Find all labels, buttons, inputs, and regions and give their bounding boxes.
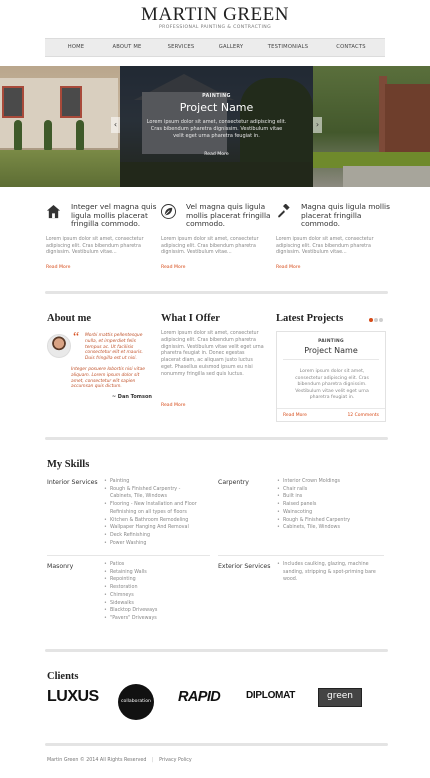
list-item: • Cabinets, Tile, Windows — [277, 524, 377, 532]
list-item: • Interior Crown Moldings — [277, 478, 377, 486]
feature-read-more-link[interactable]: Read More — [46, 265, 71, 270]
project-read-more-link[interactable]: Read More — [283, 413, 307, 418]
slide-image-left — [0, 66, 120, 187]
slider-next-arrow-icon[interactable]: › — [313, 117, 322, 133]
client-logo-luxus[interactable]: LUXUS — [47, 688, 99, 705]
client-logo-green[interactable]: green — [318, 688, 362, 707]
about-signature: ~ Dan Tomson — [111, 394, 152, 400]
site-footer — [47, 758, 192, 763]
list-item: • "Pavers" Driveways — [104, 615, 204, 623]
section-divider — [45, 649, 388, 652]
skill-group-masonry: Masonry — [47, 563, 74, 570]
client-logo-diplomat[interactable]: DIPLOMAT — [246, 690, 296, 701]
about-quote-2: Integer posuere lobortis nisi vitae aliquam. Lorem ipsum dolor sit amet, consectetur elit sapien accumsan quis dictum. — [71, 367, 145, 390]
client-logo-rapid[interactable]: RAPID — [178, 689, 221, 705]
project-text: Lorem ipsum dolor sit amet, consectetur adipiscing elit. Cras bibendum pharetra dignissim. Vestibulum vitae velit eget urna pharetra feugiat in. — [295, 369, 369, 401]
footer-separator: | — [151, 758, 154, 763]
list-item: • Chair rails — [277, 486, 377, 494]
list-item: • Restoration — [104, 584, 204, 592]
pager-dot[interactable] — [374, 318, 378, 322]
list-item: • Chimneys — [104, 592, 204, 600]
hero-slider — [0, 66, 430, 187]
nav-item-home[interactable]: HOME — [67, 44, 85, 50]
skills-row-divider — [47, 555, 210, 556]
feature-text: Lorem ipsum dolor sit amet, consectetur adipiscing elit. Cras bibendum pharetra dignissim. Vestibulum vitae... — [161, 237, 259, 256]
list-item: • Includes caulking, glazing, machine sanding, stripping & spot-priming bare wood. — [277, 561, 377, 584]
nav-item-about[interactable]: ABOUT ME — [112, 44, 142, 50]
feature-title: Integer vel magna quis ligula mollis placerat fringilla commodo. — [71, 202, 157, 229]
skill-group-interior: Interior Services — [47, 479, 98, 486]
list-item: • Kitchen & Bathroom Remodeling — [104, 517, 204, 525]
project-name[interactable]: Project Name — [304, 346, 358, 355]
list-item: • Patios — [104, 561, 204, 569]
about-quote-1: Morbi mattis pellentesque nulla, et imperdiet felis tempus ac. Ut facilisis consectetur elit et mauris. Duis fringilla est ut nisi. — [85, 333, 143, 362]
slider-prev-arrow-icon[interactable]: ‹ — [111, 117, 120, 133]
list-item: • Blacktop Driveways — [104, 607, 204, 615]
skill-list-carpentry — [277, 478, 377, 532]
project-footer — [277, 408, 385, 422]
site-tagline: PROFESSIONAL PAINTING & CONTRACTING — [158, 25, 272, 30]
offer-text: Lorem ipsum dolor sit amet, consectetur adipiscing elit. Cras bibendum pharetra dignissim. Vestibulum vitae velit eget urna pharetra feugiat in. Donec egestas placerat diam, ac aliquam justo luctus eget. Phasellus euismod ipsum eu nisi nonummy fringilla sed quis luctus. — [161, 331, 264, 377]
slide-read-more-link[interactable]: Read More — [204, 152, 229, 157]
leaf-icon — [161, 204, 176, 219]
slide-image-right — [313, 66, 430, 187]
projects-pager — [369, 318, 383, 323]
list-item: • Rough & Finished Carpentry - Cabinets, Tile, Windows — [104, 486, 204, 501]
list-item: • Repointing — [104, 576, 204, 584]
list-item: • Power Washing — [104, 540, 204, 548]
skills-title: My Skills — [47, 459, 90, 470]
nav-item-gallery[interactable]: GALLERY — [218, 44, 244, 50]
pager-dot-active[interactable] — [369, 318, 373, 322]
list-item: • Retaining Walls — [104, 569, 204, 577]
pager-dot[interactable] — [379, 318, 383, 322]
main-nav — [45, 38, 385, 57]
nav-item-contacts[interactable]: CONTACTS — [336, 44, 366, 50]
feature-text: Lorem ipsum dolor sit amet, consectetur adipiscing elit. Cras bibendum pharetra dignissim. Vestibulum vitae... — [46, 237, 144, 256]
projects-title: Latest Projects — [276, 313, 344, 324]
skill-list-interior — [104, 478, 204, 547]
section-divider — [45, 437, 388, 440]
paintbrush-icon — [276, 204, 291, 219]
clients-title: Clients — [47, 671, 79, 682]
list-item: • Built ins — [277, 493, 377, 501]
feature-read-more-link[interactable]: Read More — [276, 265, 301, 270]
nav-item-services[interactable]: SERVICES — [167, 44, 195, 50]
list-item: • Raised panels — [277, 501, 377, 509]
offer-title: What I Offer — [161, 313, 220, 324]
quote-icon: “ — [73, 330, 80, 345]
list-item: • Flooring - New Installation and Floor Refinishing on all types of floors — [104, 501, 204, 516]
project-category: PAINTING — [318, 339, 344, 344]
skill-list-masonry — [104, 561, 204, 623]
site-brand[interactable]: MARTIN GREEN — [141, 4, 289, 25]
footer-copyright: Martin Green © 2014 All Rights Reserved — [47, 758, 147, 763]
project-card — [276, 331, 386, 422]
slide-text: Lorem ipsum dolor sit amet, consectetur adipiscing elit. Cras bibendum pharetra dignissim. Vestibulum vitae velit eget urna pharetra feugiat in. — [146, 119, 287, 139]
about-title: About me — [47, 313, 92, 324]
footer-privacy-link[interactable]: Privacy Policy — [159, 758, 192, 763]
list-item: • Wallpaper Hanging And Removal — [104, 524, 204, 532]
skill-group-carpentry: Carpentry — [218, 479, 249, 486]
feature-title: Magna quis ligula mollis placerat fringilla commodo. — [301, 202, 390, 229]
list-item: • Wainscoting — [277, 509, 377, 517]
skill-group-exterior: Exterior Services — [218, 563, 271, 570]
feature-read-more-link[interactable]: Read More — [161, 265, 186, 270]
skills-row-divider — [218, 555, 384, 556]
slide-category: PAINTING — [202, 94, 231, 99]
nav-item-testimonials[interactable]: TESTIMONIALS — [267, 44, 309, 50]
project-comments-link[interactable]: 12 Comments — [347, 413, 379, 418]
feature-text: Lorem ipsum dolor sit amet, consectetur adipiscing elit. Cras bibendum pharetra dignissim. Vestibulum vitae... — [276, 237, 374, 256]
home-icon — [46, 204, 61, 219]
section-divider — [45, 743, 388, 746]
skill-list-exterior — [277, 561, 377, 584]
client-logo-collaboration[interactable]: collaboration — [118, 684, 154, 720]
list-item: • Rough & Finished Carpentry — [277, 517, 377, 525]
avatar — [47, 334, 71, 358]
offer-read-more-link[interactable]: Read More — [161, 403, 186, 408]
list-item: • Deck Refinishing — [104, 532, 204, 540]
project-divider — [283, 359, 379, 360]
feature-title: Vel magna quis ligula mollis placerat fringilla commodo. — [186, 202, 271, 229]
list-item: • Painting — [104, 478, 204, 486]
slide-title: Project Name — [179, 101, 254, 114]
list-item: • Sidewalks — [104, 600, 204, 608]
section-divider — [45, 291, 388, 294]
site-header — [0, 0, 430, 66]
